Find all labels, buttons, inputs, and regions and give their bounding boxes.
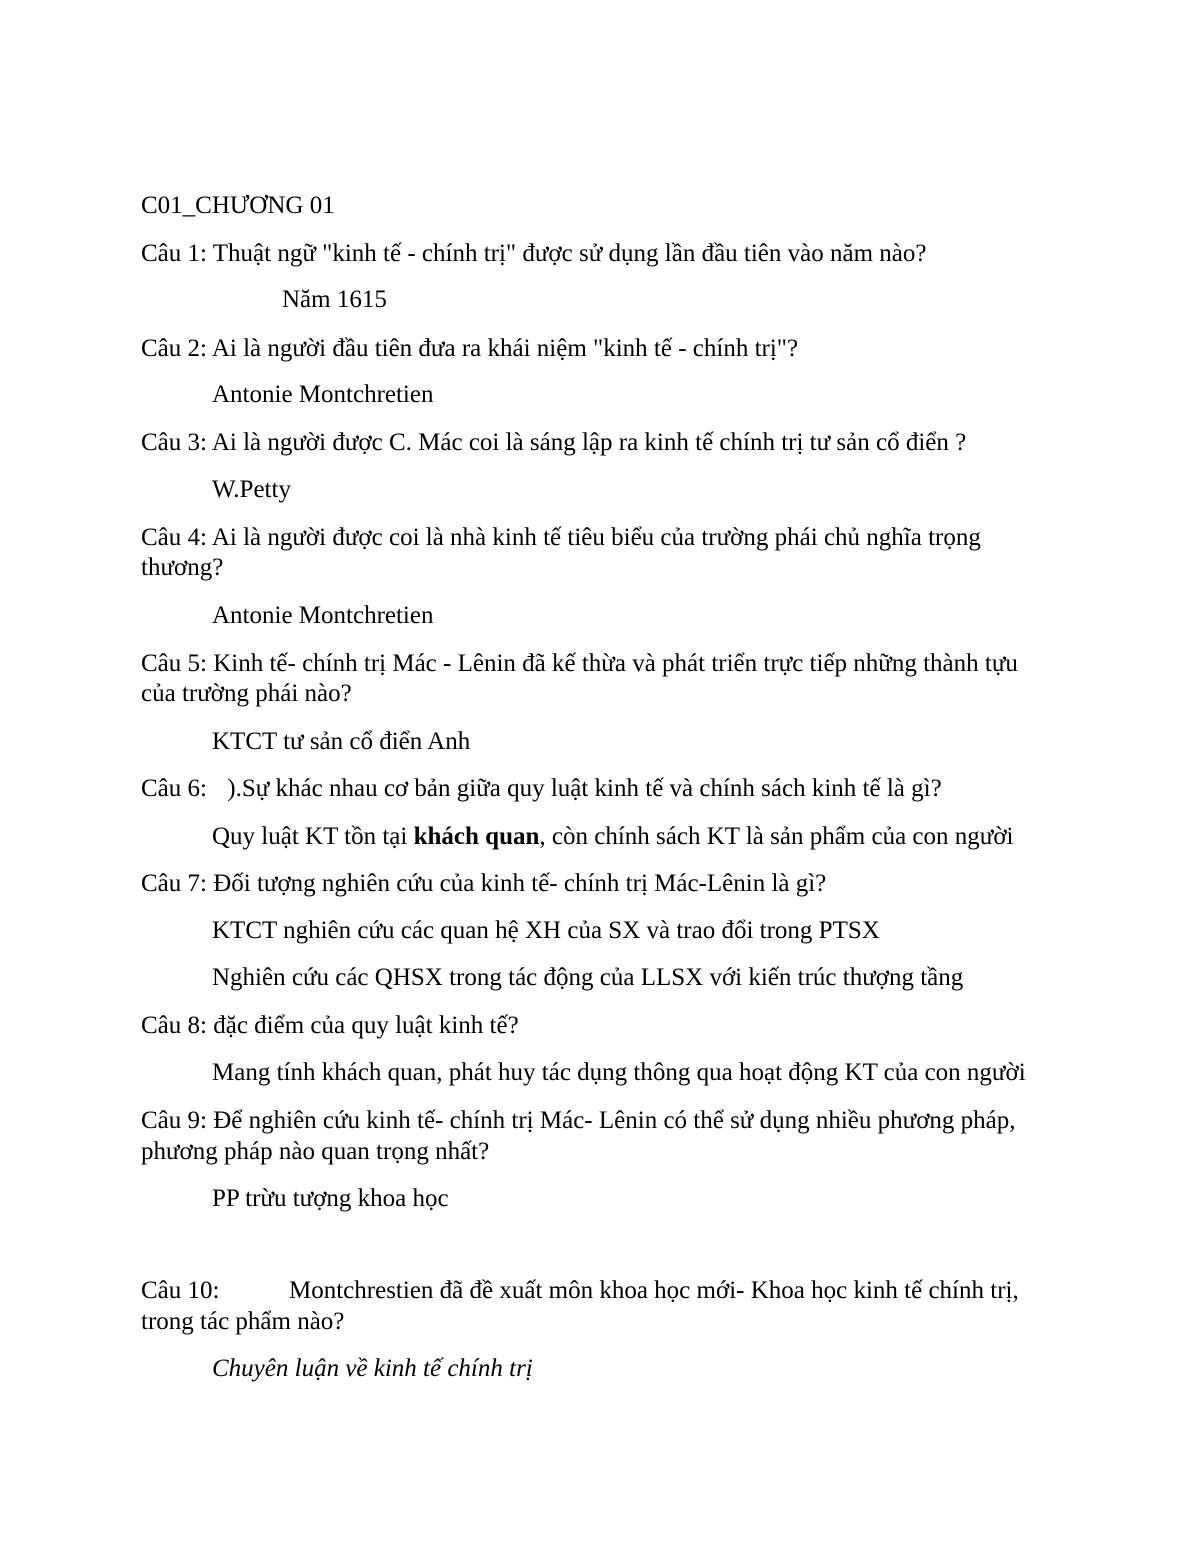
answer-emphasis: khách quan xyxy=(413,823,540,850)
question-text: ).Sự khác nhau cơ bản giữa quy luật kinh tế và chính sách kinh tế là gì? xyxy=(227,775,942,802)
answer-text: , còn chính sách KT là sản phẩm của con người xyxy=(539,823,1014,850)
chapter-title: C01_CHƯƠNG 01 xyxy=(141,192,335,219)
question-label: Câu 7: xyxy=(141,870,207,897)
question-label: Câu 6: xyxy=(141,775,207,802)
question-3 xyxy=(141,427,966,459)
answer-7a: KTCT nghiên cứu các quan hệ XH của SX và trao đổi trong PTSX xyxy=(212,917,880,944)
question-text: Đối tượng nghiên cứu của kinh tế- chính trị Mác-Lênin là gì? xyxy=(213,870,827,897)
answer-7b: Nghiên cứu các QHSX trong tác động của LLSX với kiến trúc thượng tầng xyxy=(212,964,964,991)
answer-1: Năm 1615 xyxy=(282,286,387,313)
question-label: Câu 1: xyxy=(141,240,207,267)
question-5 xyxy=(141,648,1018,680)
question-10-continuation: trong tác phẩm nào? xyxy=(141,1308,345,1335)
answer-9: PP trừu tượng khoa học xyxy=(212,1185,449,1212)
question-text: Ai là người đầu tiên đưa ra khái niệm "kinh tế - chính trị"? xyxy=(211,335,799,362)
question-6 xyxy=(141,773,942,805)
question-label: Câu 2: xyxy=(141,335,207,362)
question-5-continuation: của trường phái nào? xyxy=(141,680,352,707)
question-4-continuation: thương? xyxy=(141,554,224,581)
answer-3: W.Petty xyxy=(212,476,291,503)
question-text: Ai là người được C. Mác coi là sáng lập ra kinh tế chính trị tư sản cổ điển ? xyxy=(211,429,967,456)
answer-8: Mang tính khách quan, phát huy tác dụng thông qua hoạt động KT của con người xyxy=(212,1059,1026,1086)
question-label: Câu 9: xyxy=(141,1107,207,1134)
question-9-continuation: phương pháp nào quan trọng nhất? xyxy=(141,1138,490,1165)
question-9 xyxy=(141,1105,1016,1137)
question-label: Câu 5: xyxy=(141,650,207,677)
question-label: Câu 10: xyxy=(141,1277,220,1304)
answer-4: Antonie Montchretien xyxy=(212,602,434,629)
question-text: Ai là người được coi là nhà kinh tế tiêu biểu của trường phái chủ nghĩa trọng xyxy=(211,524,981,551)
question-4 xyxy=(141,522,981,554)
question-8 xyxy=(141,1010,519,1042)
question-text: Montchrestien đã đề xuất môn khoa học mới- Khoa học kinh tế chính trị, xyxy=(289,1277,1019,1304)
answer-6 xyxy=(212,821,1014,853)
question-label: Câu 4: xyxy=(141,524,207,551)
answer-2: Antonie Montchretien xyxy=(212,381,434,408)
question-label: Câu 3: xyxy=(141,429,207,456)
question-7 xyxy=(141,868,826,900)
question-text: Thuật ngữ "kinh tế - chính trị" được sử dụng lần đầu tiên vào năm nào? xyxy=(212,240,927,267)
question-2 xyxy=(141,333,798,365)
question-text: đặc điểm của quy luật kinh tế? xyxy=(213,1012,519,1039)
answer-text: Quy luật KT tồn tại xyxy=(212,823,414,850)
question-1 xyxy=(141,238,926,270)
question-label: Câu 8: xyxy=(141,1012,207,1039)
question-10 xyxy=(141,1275,1019,1307)
question-text: Để nghiên cứu kinh tế- chính trị Mác- Lênin có thể sử dụng nhiều phương pháp, xyxy=(213,1107,1016,1134)
answer-5: KTCT tư sản cổ điển Anh xyxy=(212,728,471,755)
question-text: Kinh tế- chính trị Mác - Lênin đã kế thừa và phát triển trực tiếp những thành tựu xyxy=(213,650,1018,677)
answer-10: Chuyên luận về kinh tế chính trị xyxy=(212,1355,533,1382)
